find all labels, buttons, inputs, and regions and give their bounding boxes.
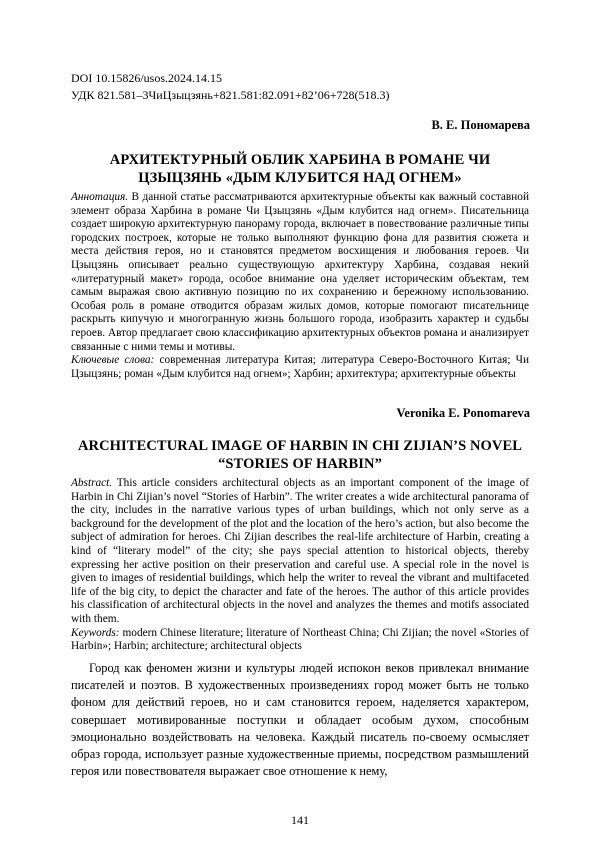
keywords-en-label: Keywords: [71,627,120,639]
keywords-en-text: modern Chinese literature; literature of Northeast China; Chi Zijian; the novel «Stories of Harbin»; Harbin; architecture; architectural objects [71,627,529,653]
author-ru: В. Е. Пономарева [431,118,530,133]
title-en: ARCHITECTURAL IMAGE OF HARBIN IN CHI ZIJIAN’S NOVEL “STORIES OF HARBIN” [70,437,530,473]
abstract-ru-text: В данной статье рассматриваются архитектурные объекты как важный составной элемент образа Харбина в романе Чи Цзыцзянь «Дым клубится над огнем». Писательница создает широкую архитектурную панораму города, включает в повествование различные типы городских построек, которые не только выполняют функцию фона для развития сюжета и места действия героя, но и становятся предметом восхищения и любования героев. Чи Цзыцзянь описывает реально существующую архитектуру Харбина, создавая некий «литературный макет» города, особое внимание она уделяет историческим объектам, тем самым выражая свою активную позицию по их сохранению и бережному использованию. Особая роль в романе отводится образам жилых домов, которые помогают писательнице раскрыть кипучую и многогранную жизнь большого города, изобразить характер и судьбы героев. Автор предлагает свою классификацию архитектурных объектов романа и анализирует связанные с ними темы и мотивы. [71,191,529,353]
abstract-en-text: This article considers architectural objects as an important component of the image of Harbin in Chi Zijian’s novel “Stories of Harbin”. The writer creates a wide architectural panorama of the city, includes in the narrative various types of urban buildings, which not only serve as a background for the development of the plot and the location of the hero’s action, but also become the subject of admiration for heroes. Chi Zijian describes the real-life architecture of Harbin, creating a kind of “literary model” of the city; she pays special attention to historical objects, thereby expressing her active position on their preservation and careful use. A special role in the novel is given to images of residential buildings, which help the writer to reveal the vibrant and multifaceted life of the big city, to depict the character and fate of the heroes. The author of this article provides his classification of architectural objects in the novel and analyzes the themes and motifs associated with them. [71,477,529,625]
body-paragraph: Город как феномен жизни и культуры людей испокон веков привлекал внимание писателей и поэтов. В художественных произведениях город может быть не только фоном для действий героев, но и сам становится героем, наделяется характером, совершает мотивированные поступки и обладает особым духом, способным эмоционально воздействовать на человека. Каждый писатель по-своему осмысляет образ города, использует разные художественные приемы, посредством размышлений героя или повествователя выражает свое отношение к нему, [71,660,529,780]
keywords-ru-label: Ключевые слова: [71,354,154,366]
keywords-ru-text: современная литература Китая; литература Северо-Восточного Китая; Чи Цзыцзянь; роман «Дым клубится над огнем»; Харбин; архитектура; архитектурные объекты [71,354,529,380]
abstract-en-label: Abstract. [71,477,112,489]
abstract-ru-label: Аннотация. [71,191,128,203]
doi-line: DOI 10.15826/usos.2024.14.15 [71,70,222,86]
title-ru: АРХИТЕКТУРНЫЙ ОБЛИК ХАРБИНА В РОМАНЕ ЧИ ЦЗЫЦЗЯНЬ «ДЫМ КЛУБИТСЯ НАД ОГНЕМ» [70,151,530,187]
abstract-en [71,477,529,654]
author-en: Veronika E. Ponomareva [397,406,530,421]
page-number: 141 [0,813,600,828]
udk-line: УДК 821.581–3ЧиЦзыцзянь+821.581:82.091+82’06+728(518.3) [71,87,390,103]
journal-page [0,0,600,847]
abstract-ru [71,191,529,381]
